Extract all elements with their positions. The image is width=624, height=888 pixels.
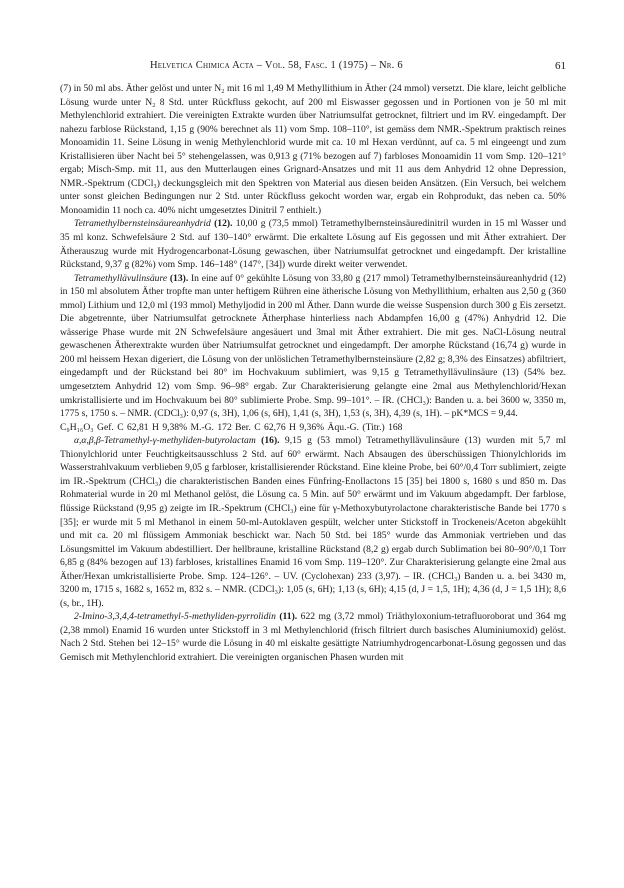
compound-number: (12). — [214, 218, 233, 230]
page-number: 61 — [555, 60, 566, 72]
section-heading: Tetramethylbernsteinsäureanhydrid — [74, 218, 211, 230]
section-heading: 2-Imino-3,3,4,4-tetramethyl-5-methyliden-pyrrolidin — [74, 611, 276, 623]
paragraph-text: 622 mg (3,72 mmol) Triäthyloxonium-tetrafluoroborat und 364 mg (2,38 mmol) Enamid 16 wurden unter Stickstoff in 3 ml Methylenchlorid (frisch filtriert durch basisches Aluminiumoxid) gelöst. Nach 2 Std. Stehen bei 12–15° wurde die Lösung in 40 ml eiskalte gesättigte Natriumhydrogencarbonat-Lösung gegossen und das Gemisch mit Methylenchlorid extrahiert. Die vereinigten organischen Phasen wurden mit — [60, 611, 567, 663]
compound-number: (13). — [169, 272, 189, 284]
elemental-analysis — [60, 421, 566, 435]
paragraph-lactam — [60, 434, 566, 610]
section-heading: α,α,β,β-Tetramethyl-γ-methyliden-butyrolactam — [74, 435, 256, 447]
running-head: Helvetica Chimica Acta – Vol. 58, Fasc. 1 (1975) – Nr. 6 — [150, 60, 403, 71]
compound-number: (11). — [279, 611, 298, 623]
paragraph-pyrrolidine — [60, 610, 566, 664]
paragraph-continuation — [60, 82, 566, 217]
body-text — [60, 82, 566, 665]
page-header — [60, 60, 566, 76]
paragraph-text: 9,15 g (53 mmol) Tetramethyllävulinsäure (13) wurden mit 5,7 ml Thionylchlorid unter Feuchtigkeitsausschluss 2 Std. auf 60° erwärmt. Nach Absaugen des überschüssigen Thionylchlorids im Wasserstrahlvakuum verblieben 9,05 g farbloser, kristallisierender Rückstand. Eine kleine Probe, bei 60°/0,4 Torr sublimiert, zeigte im IR.-Spektrum (CHCl₃) die charakteristischen Banden eines Fünfring-Enollactons 15 [35] bei 1800 s, 1680 s und 850 m. Das Rohmaterial wurde in 20 ml Methanol gelöst, die Lösung ca. 5 Min. auf 50° erwärmt und im Vakuum abgedampft. Der farblose, flüssige Rückstand (9,95 g) zeigte im IR.-Spektrum (CHCl₃) eine für γ-Methoxybutyrolactone charakteristische Bande bei 1770 s [35]; er wurde mit 5 ml Methanol in einem 50-ml-Autoklaven gespült, welcher unter Stickstoff in Trockeneis/Aceton abgekühlt und mit ca. 20 ml flüssigem Ammoniak beschickt war. Nach 50 Std. bei 185° wurde das Ammoniak vertrieben und das Lösungsmittel im Vakuum abdestilliert. Der hellbraune, kristalline Rückstand (8,2 g) ergab durch Sublimation bei 80–90°/0,1 Torr 6,85 g (84% bezogen auf 13) farbloses, kristallines Enamid 16 vom Smp. 119–120°. Zur Charakterisierung gelangte eine 2mal aus Äther/Hexan umkristallisierte Probe. Smp. 124–126°. – UV. (Cyclohexan) 233 (3,97). – IR. (CHCl₃) Banden u. a. bei 3430 m, 3200 m, 1715 s, 1682 s, 1652 m, 832 s. – NMR. (CDCl₃): 1,05 (s, 6H); 1,13 (s, 6H); 4,15 (d, J = 1,5, 1H); 4,36 (d, J = 1,5 1H); 8,6 (s, br., 1H). — [60, 435, 566, 609]
section-heading: Tetramethyllävulinsäure — [74, 272, 168, 284]
paragraph-anhydride — [60, 217, 566, 271]
analysis-text: C₉H₁₆O₃ Gef. C 62,81 H 9,38% M.-G. 172 Ber. C 62,76 H 9,36% Äqu.-G. (Titr.) 168 — [60, 421, 403, 433]
paragraph-text: 10,00 g (73,5 mmol) Tetramethylbernsteinsäuredinitril wurden in 15 ml Wasser und 35 ml konz. Schwefelsäure 2 Std. auf 130–140° erwärmt. Die erkaltete Lösung auf Eis gegossen und mit Äther extrahiert. Der Ätherauszug wurde mit Hydrogencarbonat-Lösung gewaschen, über Natriumsulfat getrocknet und eingedampft. Der kristalline Rückstand, 9,37 g (82%) vom Smp. 146–148° (147°, [34]) wurde direkt weiter verwendet. — [60, 218, 566, 271]
compound-number: (16). — [261, 435, 280, 447]
paragraph-text: In eine auf 0° gekühlte Lösung von 33,80 g (217 mmol) Tetramethylbernsteinsäureanhydrid (12) in 150 ml absolutem Äther tropfte man unter heftigem Rühren eine ätherische Lösung von Methyllithium, erhalten aus 2,50 g (360 mmol) Lithium und 12,0 ml (193 mmol) Methyljodid in 200 ml Äther. Dann wurde die weisse Suspension durch 300 g Eis zersetzt. Die abgetrennte, über Natriumsulfat getrocknete Ätherphase hinterliess nach Abdampfen 16,00 g (47%) Anhydrid 12. Die wässerige Phase wurde mit 2N Schwefelsäure angesäuert und 3mal mit Äther extrahiert. Die mit ges. NaCl-Lösung neutral gewaschenen Ätherextrakte wurden über Natriumsulfat getrocknet und eingedampft. Der amorphe Rückstand (16,74 g) wurde in 200 ml heissem Hexan digeriert, die Lösung von der unlöslichen Tetramethylbernsteinsäure (2,82 g; 8,3% des Einsatzes) abfiltriert, eingedampft und der Rückstand bei 80° im Hochvakuum sublimiert, was 9,15 g Tetramethyllävulinsäure (13) (54% bez. umgesetztem Anhydrid 12) vom Smp. 96–98° ergab. Zur Charakterisierung gelangte eine 2mal aus Methylenchlorid/Hexan umkristallisierte und im Hochvakuum bei 80° sublimierte Probe. Smp. 99–101°. – IR. (CHCl₃): Banden u. a. bei 3600 w, 3350 m, 1775 s, 1750 s. – NMR. (CDCl₃): 0,97 (s, 3H), 1,06 (s, 6H), 1,41 (s, 3H), 1,53 (s, 3H), 4,39 (s, 1H). – pK*MCS = 9,44. — [60, 272, 566, 420]
paragraph-levulinic-acid — [60, 272, 566, 421]
paragraph-text: (7) in 50 ml abs. Äther gelöst und unter N₂ mit 16 ml 1,49 M Methyllithium in Äther (24 mmol) versetzt. Die klare, leicht gelbliche Lösung wurde unter N₂ 8 Std. unter Rückfluss gekocht, auf 200 ml Eiswasser gegossen und in Portionen von je 50 ml mit Methylenchlorid extrahiert. Die vereinigten Extrakte wurden über Natriumsulfat getrocknet, filtriert und im RV. eingedampft. Der nahezu farblose Rückstand, 1,15 g (90% berechnet als 11) vom Smp. 108–110°, ist gemäss dem NMR.-Spektrum praktisch reines Monoamidin 11. Seine Lösung in wenig Methylenchlorid wurde mit ca. 10 ml Hexan verdünnt, auf ca. 5 ml eingeengt und zum Kristallisieren über Nacht bei 5° stehengelassen, was 0,913 g (71% bezogen auf 7) farbloses Monoamidin 11 vom Smp. 120–121° ergab; Misch-Smp. mit 11, aus den Mutterlaugen eines Grignard-Ansatzes und mit 11 aus dem Anhydrid 12 ohne Depression, NMR.-Spektrum (CDCl₃) deckungsgleich mit den Spektren von Material aus diesen beiden Ansätzen. (Ein Versuch, bei welchem unter sonst gleichen Bedingungen nur 2 Std. unter Rückfluss gekocht worden war, ergab ein Rohprodukt, das neben ca. 50% Monoamidin 11 noch ca. 40% nicht umgesetztes Dinitril 7 enthielt.) — [60, 83, 566, 216]
